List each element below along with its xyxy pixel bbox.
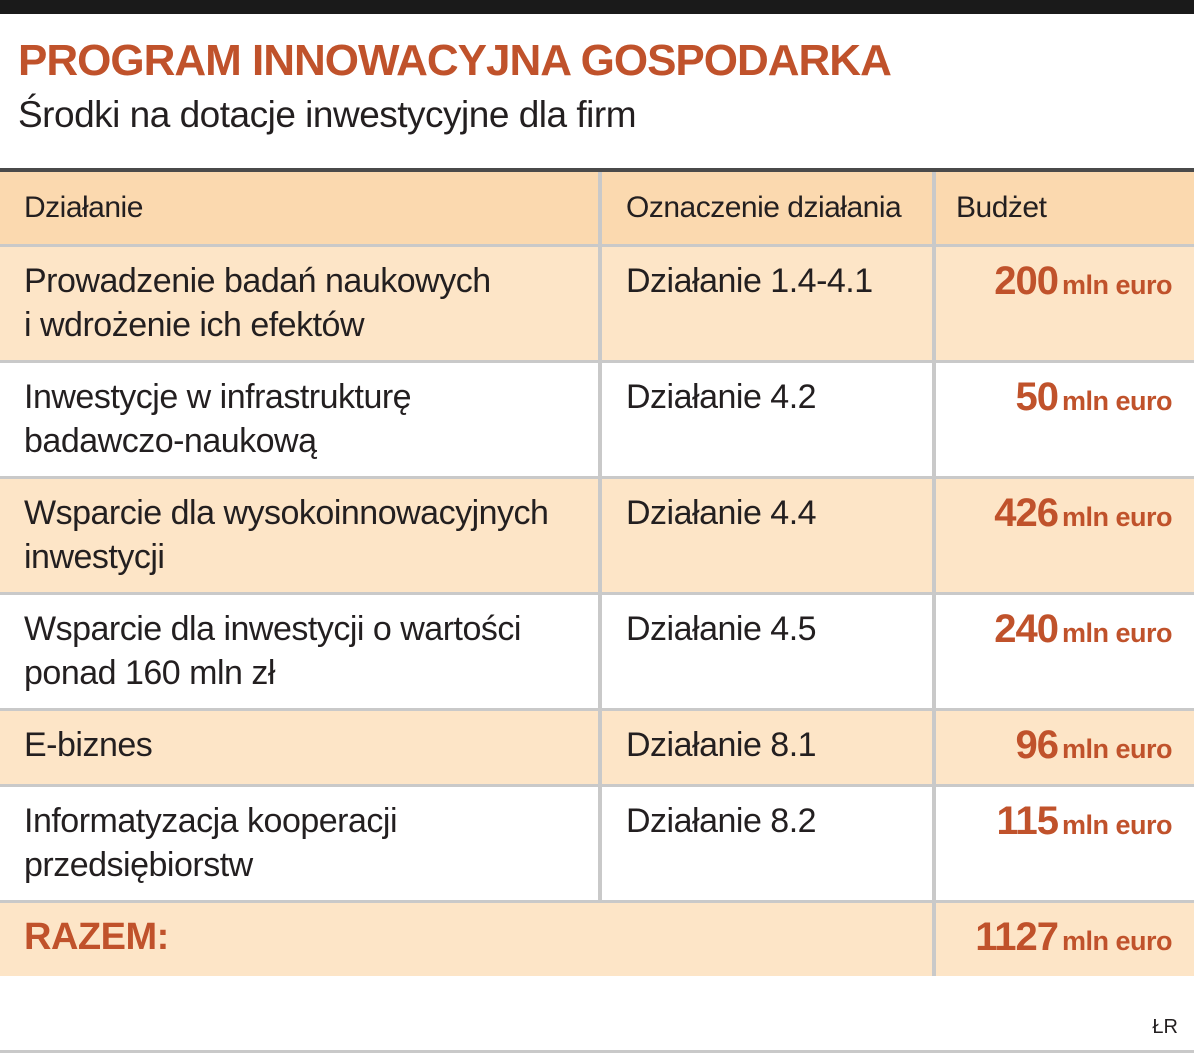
row-dzialanie-line1: Informatyzacja kooperacji (24, 802, 398, 840)
row-dzialanie (0, 363, 598, 476)
row-dzialanie-line2: ponad 160 mln zł (24, 654, 275, 692)
credit: ŁR (1152, 1016, 1178, 1038)
budget-unit: mln euro (1061, 502, 1172, 532)
header-oznaczenie: Oznaczenie działania (598, 172, 932, 244)
row-oznaczenie: Działanie 4.5 (598, 595, 932, 708)
table-row (0, 244, 1194, 360)
budget-value: 50 (1015, 375, 1058, 419)
row-budzet (932, 247, 1194, 360)
row-dzialanie (0, 247, 598, 360)
row-budzet (932, 787, 1194, 900)
total-unit: mln euro (1061, 926, 1172, 956)
budget-unit: mln euro (1061, 386, 1172, 416)
row-dzialanie-line1: Wsparcie dla wysokoinnowacyjnych (24, 494, 549, 532)
row-dzialanie-line2: przedsiębiorstw (24, 846, 253, 884)
row-budzet (932, 595, 1194, 708)
chart-subtitle: Środki na dotacje inwestycyjne dla firm (18, 94, 637, 135)
budget-table (0, 172, 1194, 976)
header-dzialanie: Działanie (24, 191, 143, 224)
row-dzialanie-line2: inwestycji (24, 538, 165, 576)
budget-value: 240 (994, 607, 1058, 651)
table-header-row (0, 172, 1194, 244)
row-dzialanie-line1: Wsparcie dla inwestycji o wartości (24, 610, 521, 648)
budget-unit: mln euro (1061, 270, 1172, 300)
total-label: RAZEM: (24, 916, 169, 958)
budget-unit: mln euro (1061, 810, 1172, 840)
table-row (0, 360, 1194, 476)
row-oznaczenie: Działanie 4.4 (598, 479, 932, 592)
row-dzialanie (0, 711, 598, 784)
table-row (0, 784, 1194, 900)
table-row (0, 708, 1194, 784)
row-dzialanie-line1: Inwestycje w infrastrukturę (24, 378, 412, 416)
row-dzialanie (0, 479, 598, 592)
budget-value: 115 (996, 799, 1058, 843)
row-budzet (932, 363, 1194, 476)
row-dzialanie (0, 595, 598, 708)
total-value: 1127 (975, 915, 1058, 959)
row-dzialanie (0, 787, 598, 900)
row-dzialanie-line1: E-biznes (24, 726, 153, 764)
budget-unit: mln euro (1061, 734, 1172, 764)
total-budget-cell (932, 903, 1194, 976)
total-label-cell (0, 903, 932, 976)
budget-unit: mln euro (1061, 618, 1172, 648)
chart-title: PROGRAM INNOWACYJNA GOSPODARKA (18, 36, 891, 85)
row-budzet (932, 479, 1194, 592)
header-budzet: Budżet (932, 172, 1194, 244)
budget-value: 200 (994, 259, 1058, 303)
row-dzialanie-line1: Prowadzenie badań naukowych (24, 262, 491, 300)
budget-value: 426 (994, 491, 1058, 535)
budget-value: 96 (1015, 723, 1058, 767)
row-dzialanie-line2: badawczo-naukową (24, 422, 317, 460)
table-row (0, 592, 1194, 708)
top-rule (0, 0, 1194, 14)
row-budzet (932, 711, 1194, 784)
row-oznaczenie: Działanie 8.2 (598, 787, 932, 900)
bottom-rule (0, 1050, 1194, 1053)
row-oznaczenie: Działanie 8.1 (598, 711, 932, 784)
table-total-row (0, 900, 1194, 976)
row-oznaczenie: Działanie 1.4-4.1 (598, 247, 932, 360)
row-oznaczenie: Działanie 4.2 (598, 363, 932, 476)
table-row (0, 476, 1194, 592)
row-dzialanie-line2: i wdrożenie ich efektów (24, 306, 365, 344)
